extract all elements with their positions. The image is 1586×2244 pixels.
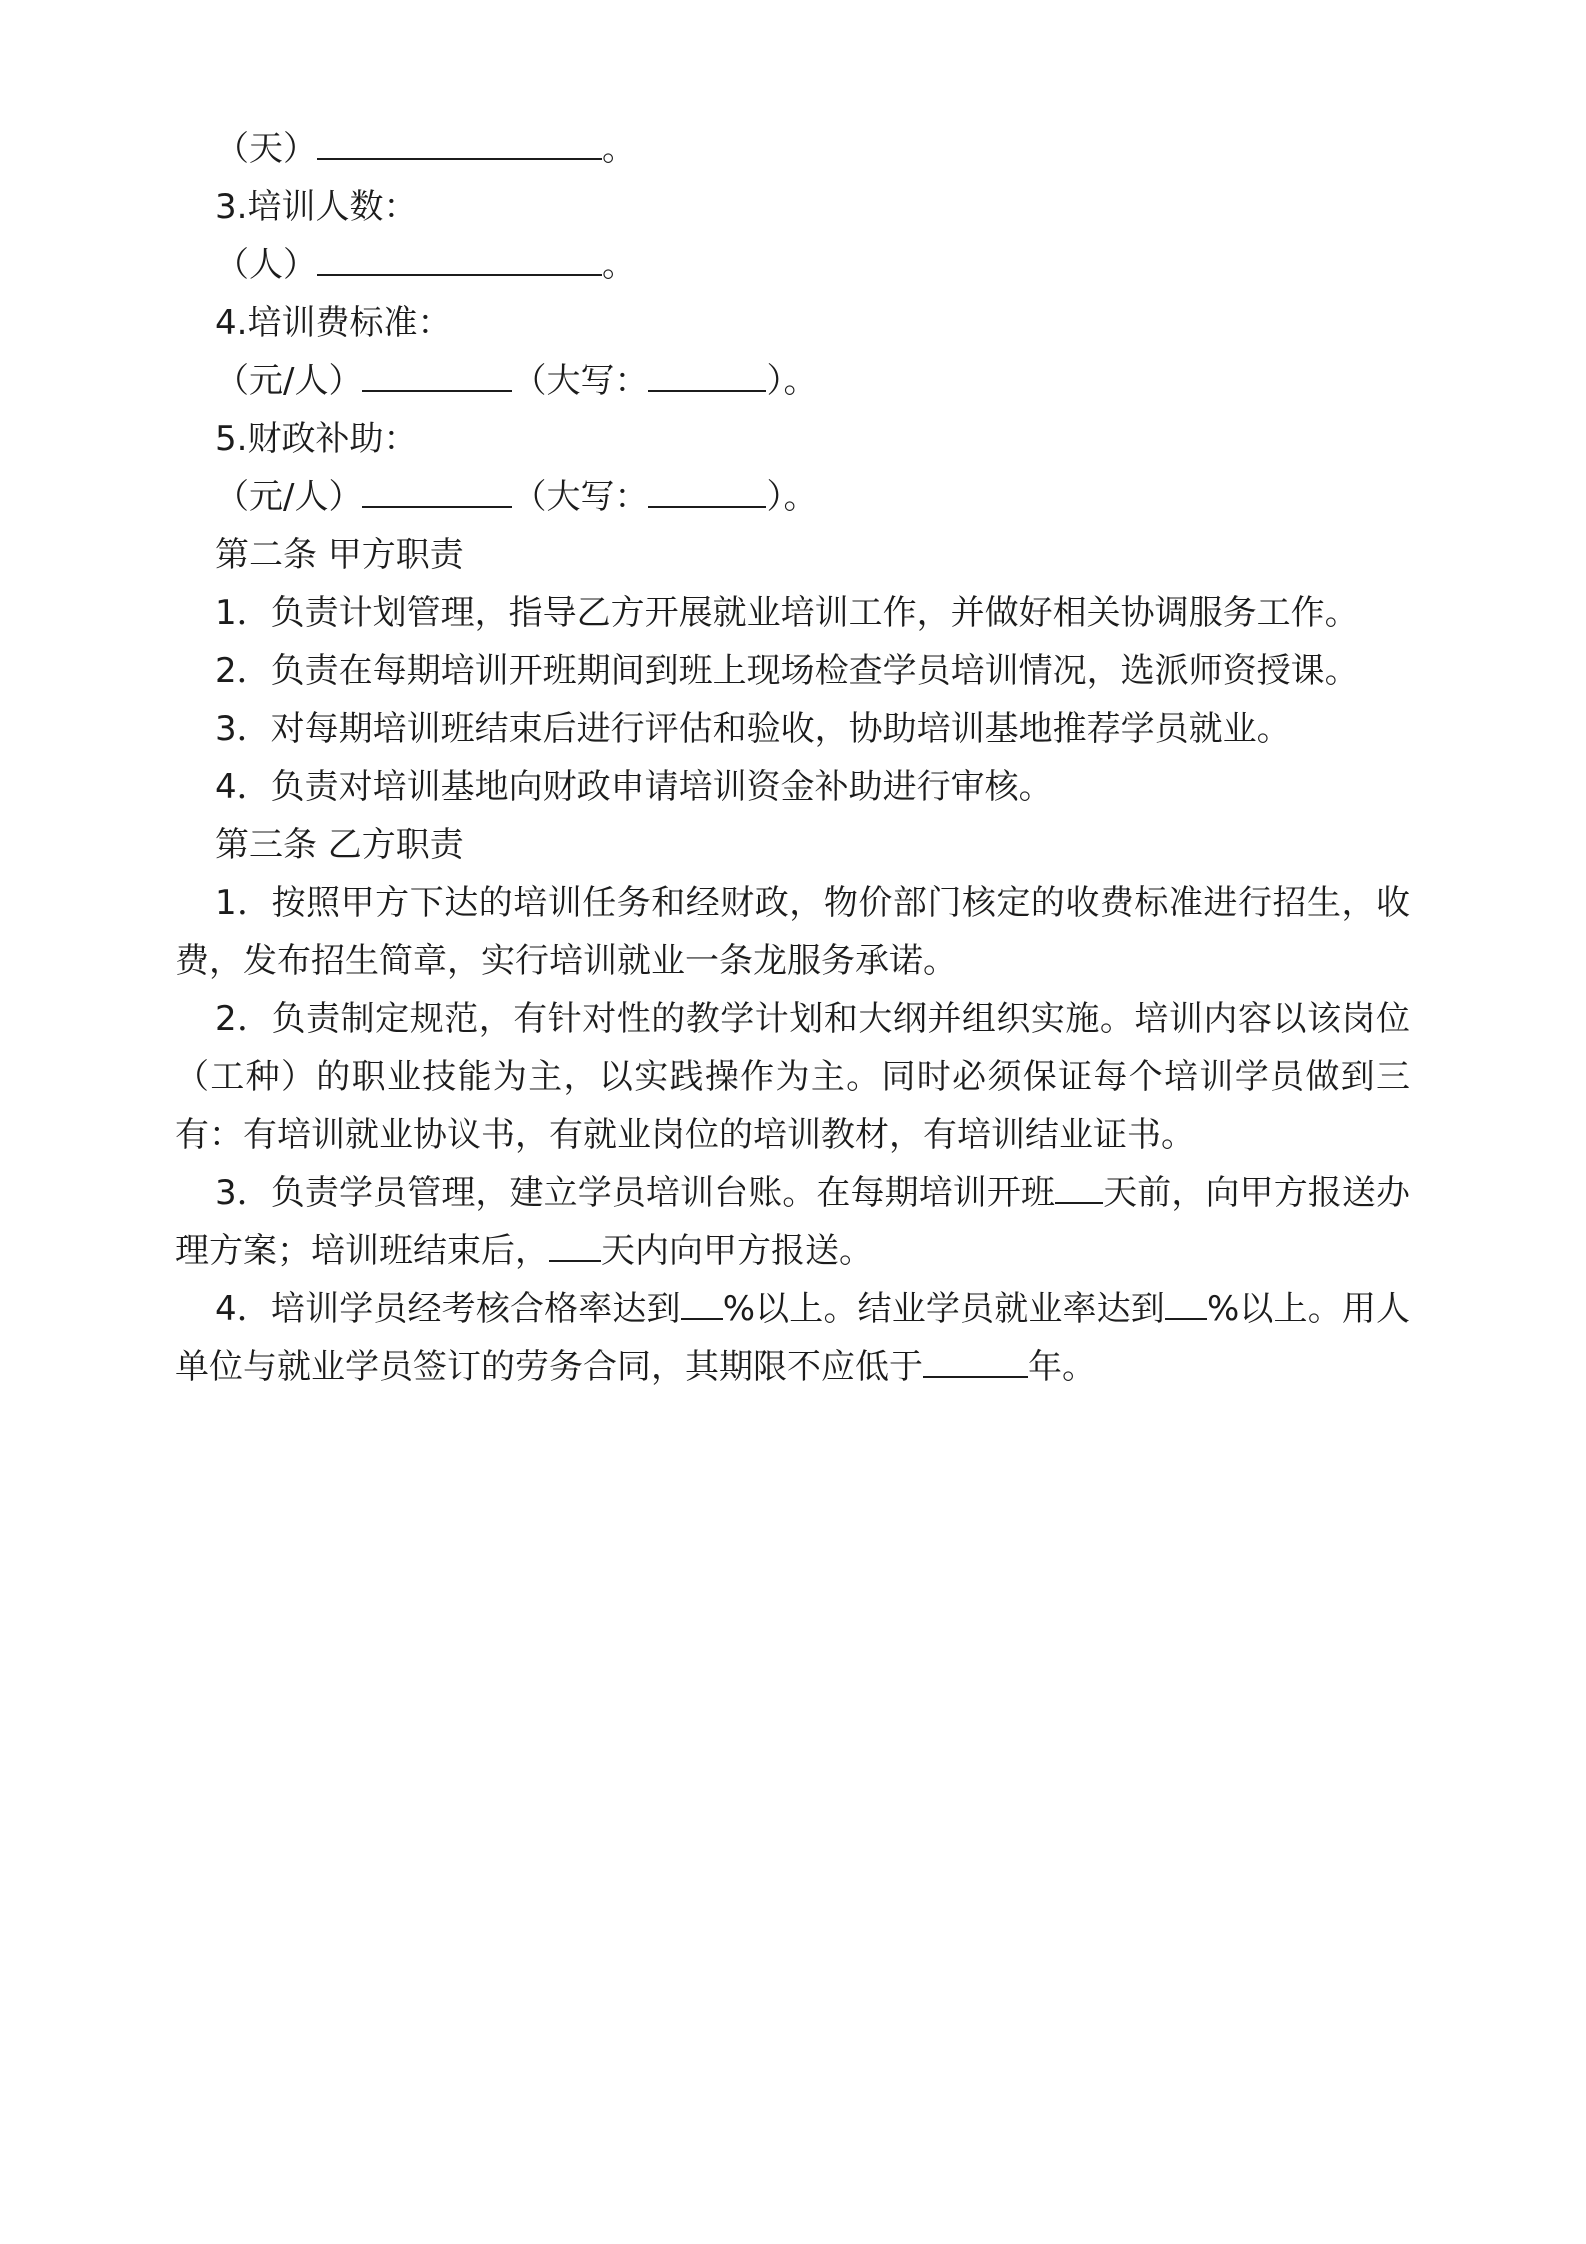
blank-line-days [175,120,1410,178]
article-3-item-3 [175,1164,1410,1280]
fill-in-blank-underline [648,472,766,508]
article-2-heading [175,526,1410,584]
text-run: 天内向甲方报送。 [601,1231,873,1271]
item-4-fee-standard [175,294,1410,352]
text-run: 5.财政补助： [215,419,418,459]
text-run: 第二条 甲方职责 [215,535,464,575]
text-run: %以上。用人单位与就业学员签订的劳务合同，其期限不应低于 [175,1289,1410,1387]
text-run: 3．对每期培训班结束后进行评估和验收，协助培训基地推荐学员就业。 [215,709,1291,749]
fill-in-blank-underline [648,356,766,392]
text-run: （大写： [512,477,649,517]
fill-in-blank-underline [317,240,602,276]
text-run: （大写： [512,361,649,401]
text-run: 3.培训人数： [215,187,418,227]
article-2-item-2 [175,642,1410,700]
text-run: （元/人） [215,477,363,517]
text-run: （天） [215,129,317,169]
text-run: 。 [602,245,636,285]
text-run: 年。 [1028,1347,1096,1387]
text-run: （人） [215,245,317,285]
article-3-item-4 [175,1280,1410,1396]
text-run: 天前，向甲方报送办理方案；培训班结束后， [175,1173,1410,1271]
fill-in-blank-underline [362,356,512,392]
fill-in-blank-underline [549,1226,601,1262]
article-2-item-4 [175,758,1410,816]
text-run: %以上。结业学员就业率达到 [722,1289,1165,1329]
text-run: 。 [602,129,636,169]
text-run: ）。 [766,477,818,517]
text-run: 4．负责对培训基地向财政申请培训资金补助进行审核。 [215,767,1053,807]
fill-in-blank-underline [1165,1284,1207,1320]
item-3-trainee-count [175,178,1410,236]
text-run: 4.培训费标准： [215,303,452,343]
text-run: 4．培训学员经考核合格率达到 [215,1289,681,1329]
fill-in-blank-underline [317,124,602,160]
text-run: 2．负责在每期培训开班期间到班上现场检查学员培训情况，选派师资授课。 [215,651,1359,691]
subsidy-blank-line [175,468,1410,526]
text-run: （元/人） [215,361,363,401]
fill-in-blank-underline [362,472,512,508]
text-run: 第三条 乙方职责 [215,825,464,865]
article-2-item-1 [175,584,1410,642]
text-run: 1．负责计划管理，指导乙方开展就业培训工作，并做好相关协调服务工作。 [215,593,1359,633]
fill-in-blank-underline [1055,1168,1103,1204]
blank-line-people [175,236,1410,294]
text-run: ）。 [766,361,818,401]
text-run: 3．负责学员管理，建立学员培训台账。在每期培训开班 [215,1173,1056,1213]
fill-in-blank-underline [681,1284,723,1320]
fill-in-blank-underline [923,1342,1028,1378]
article-3-heading [175,816,1410,874]
text-run: 2．负责制定规范，有针对性的教学计划和大纲并组织实施。培训内容以该岗位（工种）的职业技能为主，以实践操作为主。同时必须保证每个培训学员做到三有：有培训就业协议书，有就业岗位的培训教材，有培训结业证书。 [175,999,1410,1155]
article-3-item-1 [175,874,1410,990]
item-5-fiscal-subsidy [175,410,1410,468]
article-3-item-2 [175,990,1410,1164]
fee-blank-line [175,352,1410,410]
article-2-item-3 [175,700,1410,758]
document-content [175,120,1410,1396]
text-run: 1．按照甲方下达的培训任务和经财政，物价部门核定的收费标准进行招生，收费，发布招生简章，实行培训就业一条龙服务承诺。 [175,883,1410,981]
